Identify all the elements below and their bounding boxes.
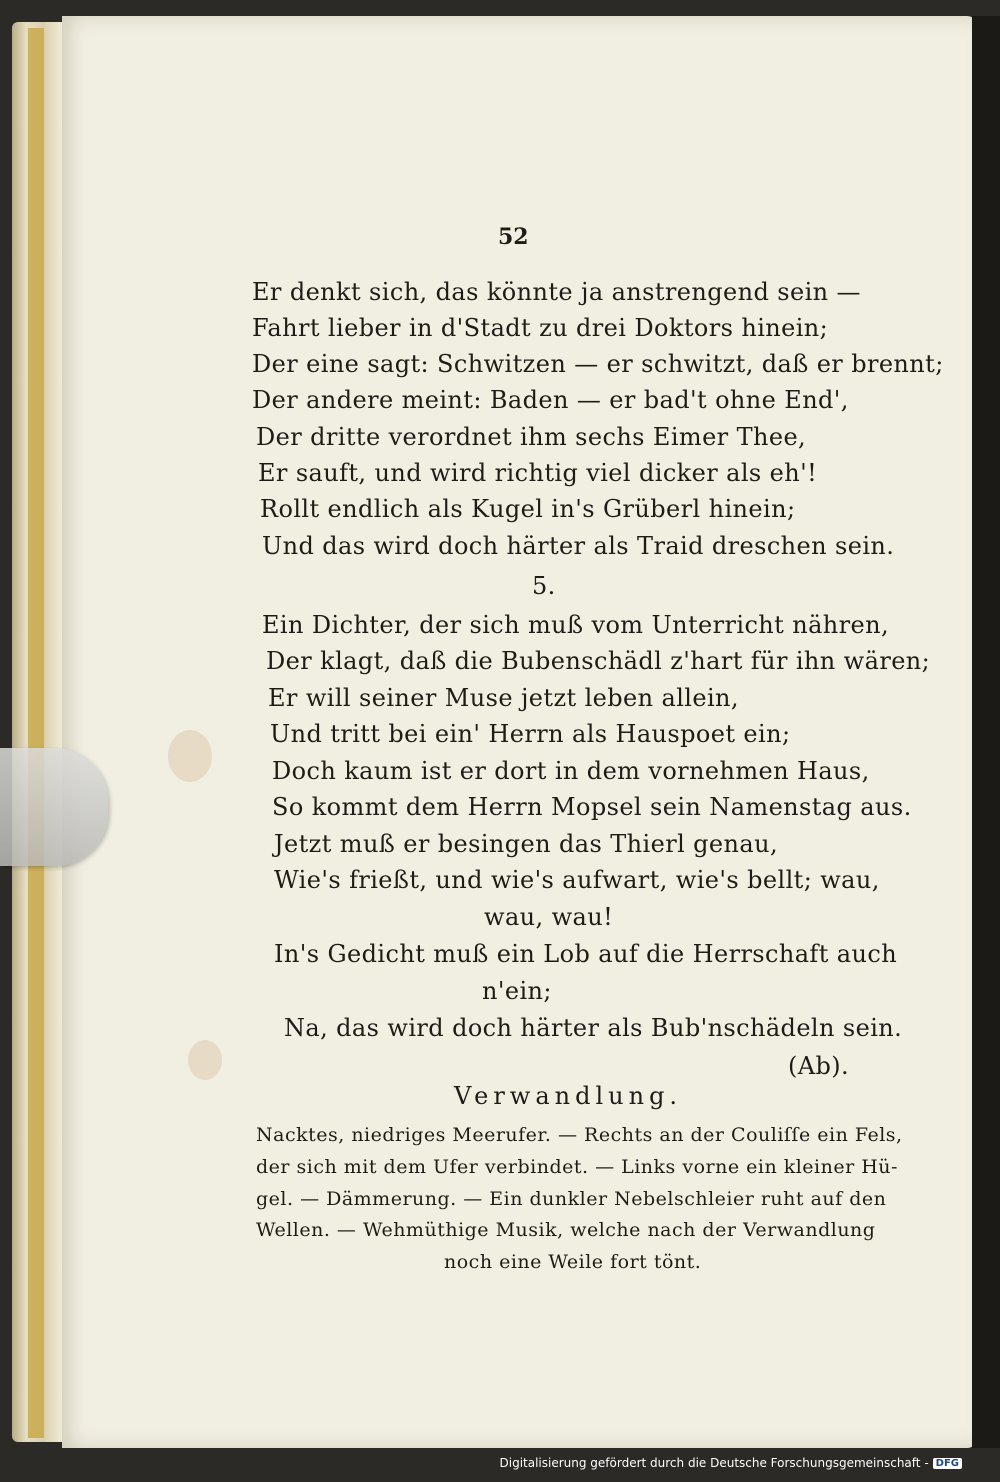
verse-line: n'ein; xyxy=(482,977,552,1005)
stage-direction-line: gel. — Dämmerung. — Ein dunkler Nebelschleier ruht auf den xyxy=(256,1188,887,1210)
exit-note: (Ab). xyxy=(788,1052,850,1080)
verse-line: In's Gedicht muß ein Lob auf die Herrschaft auch xyxy=(274,940,898,968)
paper-stain xyxy=(188,1040,222,1080)
stage-direction-line: Nacktes, niedriges Meerufer. — Rechts an der Couliſſe ein Fels, xyxy=(256,1124,903,1146)
paper-stain xyxy=(168,730,212,782)
verse-line: Doch kaum ist er dort in dem vornehmen Haus, xyxy=(272,757,870,785)
verse-line: Ein Dichter, der sich muß vom Unterricht nähren, xyxy=(262,611,890,639)
page-right-shadow xyxy=(972,16,1000,1448)
verse-line: So kommt dem Herrn Mopsel sein Namenstag aus. xyxy=(272,793,912,821)
verse-line: Er denkt sich, das könnte ja anstrengend sein — xyxy=(252,278,861,306)
verse-line: Der eine sagt: Schwitzen — er schwitzt, daß er brennt; xyxy=(252,350,944,378)
verse-line: Er sauft, und wird richtig viel dicker als eh'! xyxy=(258,459,818,487)
scene-title: Verwandlung. xyxy=(454,1082,683,1110)
verse-line: Der dritte verordnet ihm sechs Eimer Thee, xyxy=(256,423,807,451)
dfg-logo: DFG xyxy=(933,1458,962,1469)
stage-direction-line: der sich mit dem Ufer verbindet. — Links vorne ein kleiner Hü- xyxy=(256,1156,898,1178)
verse-line: Wie's frießt, und wie's aufwart, wie's bellt; wau, xyxy=(274,866,880,894)
binding-strip xyxy=(28,28,44,1438)
verse-line: Fahrt lieber in d'Stadt zu drei Doktors hinein; xyxy=(252,314,829,342)
verse-line: Der klagt, daß die Bubenschädl z'hart für ihn wären; xyxy=(266,647,931,675)
verse-line: Und das wird doch härter als Traid dreschen sein. xyxy=(262,532,895,560)
page-number: 52 xyxy=(498,224,529,250)
scanner-clip-tab xyxy=(0,748,108,866)
verse-line: Jetzt muß er besingen das Thierl genau, xyxy=(274,830,778,858)
verse-line: Er will seiner Muse jetzt leben allein, xyxy=(268,684,739,712)
verse-line: Und tritt bei ein' Herrn als Hauspoet ein; xyxy=(270,720,791,748)
verse-line: Rollt endlich als Kugel in's Grüberl hinein; xyxy=(260,495,796,523)
stanza-number: 5. xyxy=(532,572,556,600)
verse-line: wau, wau! xyxy=(484,903,614,931)
digitization-credit xyxy=(500,1456,963,1470)
verse-line: Der andere meint: Baden — er bad't ohne End', xyxy=(252,386,849,414)
stage-direction-line: noch eine Weile fort tönt. xyxy=(444,1251,702,1273)
credit-text: Digitalisierung gefördert durch die Deutsche Forschungsgemeinschaft - xyxy=(499,1456,929,1470)
stage-direction-line: Wellen. — Wehmüthige Musik, welche nach der Verwandlung xyxy=(256,1219,876,1241)
verse-line: Na, das wird doch härter als Bub'nschädeln sein. xyxy=(284,1014,903,1042)
